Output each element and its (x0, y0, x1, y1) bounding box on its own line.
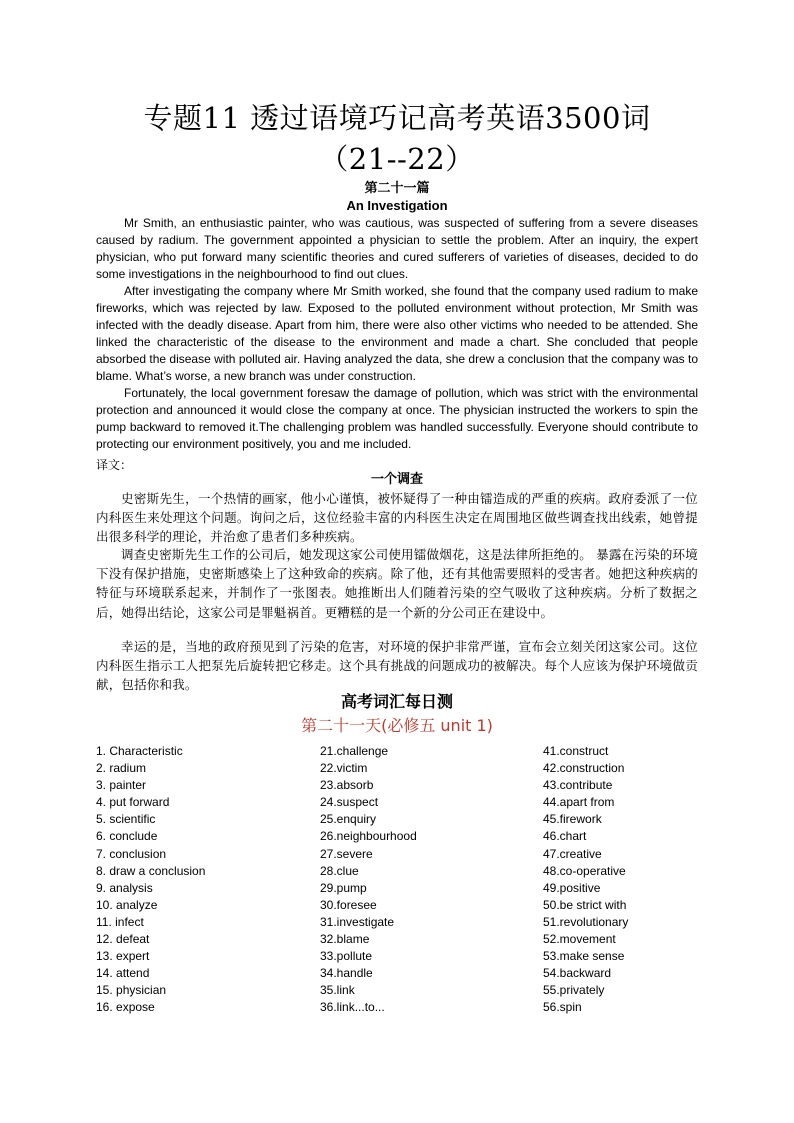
chapter-label: 第二十一篇 (364, 181, 430, 196)
vocab-item: 14. attend (96, 966, 150, 981)
vocab-item: 8. draw a conclusion (96, 863, 206, 878)
translation-paragraph-3: 幸运的是，当地的政府预见到了污染的危害，对环境的保护非常严谨，宣布会立刻关闭这家公司。这位内科医生指示工人把泵先后旋转把它移走。这个具有挑战的问题成功的被解决。每个人应该为保护环境做贡献，包括你和我。 (96, 639, 698, 693)
vocab-item: 46.chart (543, 829, 587, 844)
vocab-item: 27.severe (320, 846, 373, 861)
vocab-subtitle: 第二十一天(必修五 unit 1) (301, 716, 493, 735)
vocab-item: 11. infect (96, 914, 144, 929)
article-paragraph-3: Fortunately, the local government foresaw the damage of pollution, which was strict with the environmental protection and announced it would close the company at once. The physician instructed the workers to spin the pump backward to removed it.The challenging problem was handled successfully. Everyone should contribute to protecting our environment positively, you and me included. (96, 386, 698, 451)
vocab-item: 12. defeat (96, 932, 150, 947)
vocab-item: 21.challenge (320, 744, 389, 758)
vocab-item: 25.enquiry (320, 812, 377, 827)
vocab-item: 52.movement (543, 932, 616, 947)
vocab-item: 55.privately (543, 983, 605, 998)
vocab-item: 7. conclusion (96, 846, 167, 861)
vocab-item: 29.pump (320, 880, 367, 895)
page-title-range: （21--22） (319, 142, 475, 176)
vocab-item: 50.be strict with (543, 897, 627, 912)
vocab-item: 43.contribute (543, 778, 613, 793)
vocab-item: 31.investigate (320, 914, 395, 929)
vocab-item: 45.firework (543, 812, 602, 827)
vocab-item: 3. painter (96, 778, 147, 793)
vocab-item: 49.positive (543, 880, 601, 895)
vocab-item: 56.spin (543, 1000, 582, 1015)
vocab-item: 42.construction (543, 761, 625, 776)
vocab-item: 54.backward (543, 966, 612, 981)
vocab-item: 44.apart from (543, 795, 615, 810)
vocab-item: 33.pollute (320, 949, 373, 964)
vocab-item: 2. radium (96, 761, 147, 776)
vocab-item: 53.make sense (543, 949, 625, 964)
translation-heading: 一个调查 (370, 472, 423, 487)
vocab-column-3 (543, 743, 628, 1017)
vocab-item: 36.link...to... (320, 1000, 385, 1015)
vocab-item: 51.revolutionary (543, 914, 629, 929)
vocab-item: 23.absorb (320, 778, 374, 793)
vocab-item: 35.link (320, 983, 355, 998)
translation-label: 译文： (96, 458, 133, 472)
vocab-item: 41.construct (543, 744, 609, 758)
vocab-item: 9. analysis (96, 880, 153, 895)
article-paragraph-1: Mr Smith, an enthusiastic painter, who was cautious, was suspected of suffering from a severe diseases caused by radium. The government appointed a physician to settle the problem. After an inquiry, the expert physician, who put forward many scientific theories and cured sufferers of varieties of diseases, decided to do some investigations in the neighbourhood to find out clues. (96, 216, 698, 281)
vocab-item: 6. conclude (96, 829, 158, 844)
vocab-item: 10. analyze (96, 897, 158, 912)
translation-paragraph-1: 史密斯先生，一个热情的画家，他小心谨慎，被怀疑得了一种由镭造成的严重的疾病。政府委派了一位内科医生来处理这个问题。询问之后，这位经验丰富的内科医生决定在周围地区做些调查找出线索，她曾提出很多科学的理论，并治愈了患者们多种疾病。 (96, 491, 698, 545)
vocab-title: 高考词汇每日测 (340, 692, 453, 711)
vocab-item: 13. expert (96, 949, 150, 964)
vocab-item: 26.neighbourhood (320, 829, 417, 844)
vocab-item: 32.blame (320, 932, 370, 947)
vocab-item: 34.handle (320, 966, 373, 981)
vocab-item: 22.victim (320, 761, 368, 776)
vocab-item: 47.creative (543, 846, 602, 861)
vocab-item: 30.foresee (320, 897, 377, 912)
vocab-item: 4. put forward (96, 795, 170, 810)
vocab-item: 24.suspect (320, 795, 379, 810)
translation-paragraph-2: 调查史密斯先生工作的公司后，她发现这家公司使用镭做烟花，这是法律所拒绝的。 暴露在污染的环境下没有保护措施，史密斯感染上了这种致命的疾病。除了他，还有其他需要照料的受害者。她把这种疾病的特征与环境联系起来，并制作了一张图表。她推断出人们随着污染的空气吸收了这种疾病。分析了数据之后，她得出结论，这家公司是罪魁祸首。更糟糕的是一个新的分公司正在建设中。 (96, 547, 698, 620)
vocab-item: 16. expose (96, 1000, 155, 1015)
page-title: 专题11 透过语境巧记高考英语3500词 (143, 101, 651, 135)
vocab-item: 48.co-operative (543, 863, 626, 878)
vocab-column-1 (96, 743, 205, 1017)
vocab-column-2 (320, 743, 417, 1017)
vocab-item: 1. Characteristic (96, 744, 183, 758)
article-heading: An Investigation (346, 198, 448, 213)
vocab-item: 28.clue (320, 863, 359, 878)
vocab-item: 5. scientific (96, 812, 156, 827)
vocab-item: 15. physician (96, 983, 167, 998)
article-paragraph-2: After investigating the company where Mr Smith worked, she found that the company used radium to make fireworks, which was rejected by law. Exposed to the polluted environment without protection, Mr Smith was infected with the deadly disease. Apart from him, there were also other victims who needed to be attended. She linked the characteristic of the disease to the environment and made a chart. She concluded that people absorbed the disease with polluted air. Having analyzed the data, she drew a conclusion that the company was to blame. What’s worse, a new branch was under construction. (96, 284, 698, 383)
